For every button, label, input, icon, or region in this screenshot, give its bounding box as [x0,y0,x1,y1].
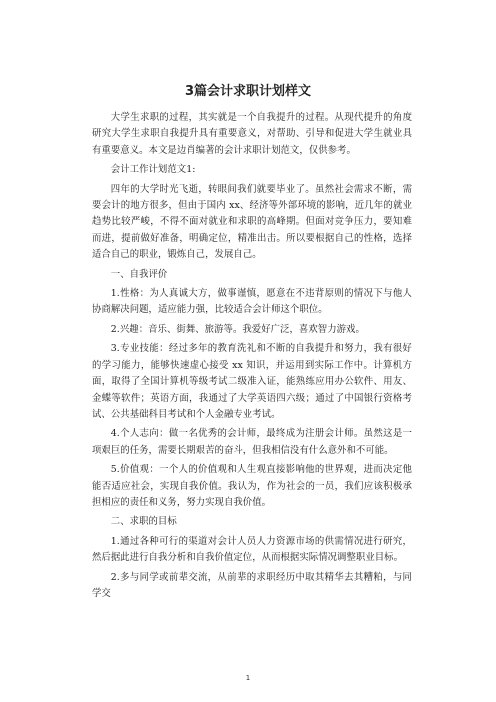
paragraph-ambition: 4.个人志向：做一名优秀的会计师，最终成为注册会计师。虽然这是一项艰巨的任务，需要长期艰苦的奋斗，但我相信没有什么意外和不可能。 [92,428,412,456]
paragraph-personality: 1.性格：为人真诚大方，做事谨慎，愿意在不违背原则的情况下与他人协商解决问题，适应能力强，比较适合会计师这个职位。 [92,288,412,316]
paragraph-sample-heading: 会计工作计划范文1: [110,164,196,176]
paragraph-goal-2: 2.多与同学或前辈交流，从前辈的求职经历中取其精华去其糟粕，与同学交 [92,571,412,599]
paragraph-goal-1: 1.通过各种可行的渠道对会计人员人力资源市场的供需情况进行研究，然后据此进行自我分析和自我价值定位，从而根据实际情况调整职业目标。 [92,535,412,564]
section-heading-self-evaluation: 一、自我评价 [110,268,168,280]
paragraph-skills: 3.专业技能：经过多年的教育洗礼和不断的自我提升和努力，我有很好的学习能力，能够快速虚心接受 xx 知识，并运用到实际工作中。计算机方面，取得了全国计算机等级考试二级准入证，能熟练应用办公软件、用友、金蝶等软件；英语方面，我通过了大学英语四六级；通过了中国银行资格考试、公共基础科目考试和个人金融专业考试。 [92,343,412,420]
document-title: 3篇会计求职计划样文 [184,84,312,99]
paragraph-sample-body: 四年的大学时光飞逝，转眼间我们就要毕业了。虽然社会需求不断，需要会计的地方很多，但由于国内 xx、经济等外部环境的影响，近几年的就业趋势比较严峻，不得不面对就业和求职的高峰期。但面对竞争压力，要知难而进，提前做好准备，明确定位，精准出击。所以要根据自己的性格，选择适合自己的职业，锻炼自己，发展自己。 [92,183,412,261]
paragraph-interests: 2.兴趣：音乐、街舞、旅游等。我爱好广泛，喜欢智力游戏。 [110,323,365,335]
paragraph-values: 5.价值观：一个人的价值观和人生观直接影响他的世界观，进而决定他能否适应社会，实现自我价值。我认为，作为社会的一员，我们应该积极承担相应的责任和义务，努力实现自我价值。 [92,464,412,508]
paragraph-intro: 大学生求职的过程，其实就是一个自我提升的过程。从现代提升的角度研究大学生求职自我提升具有重要意义，对帮助、引导和促进大学生就业具有重要意义。本文是边肖编著的会计求职计划范文，仅供参考。 [92,112,412,156]
section-heading-job-goals: 二、求职的目标 [110,516,177,528]
document-body [92,110,412,605]
page-number: 1 [245,674,251,682]
